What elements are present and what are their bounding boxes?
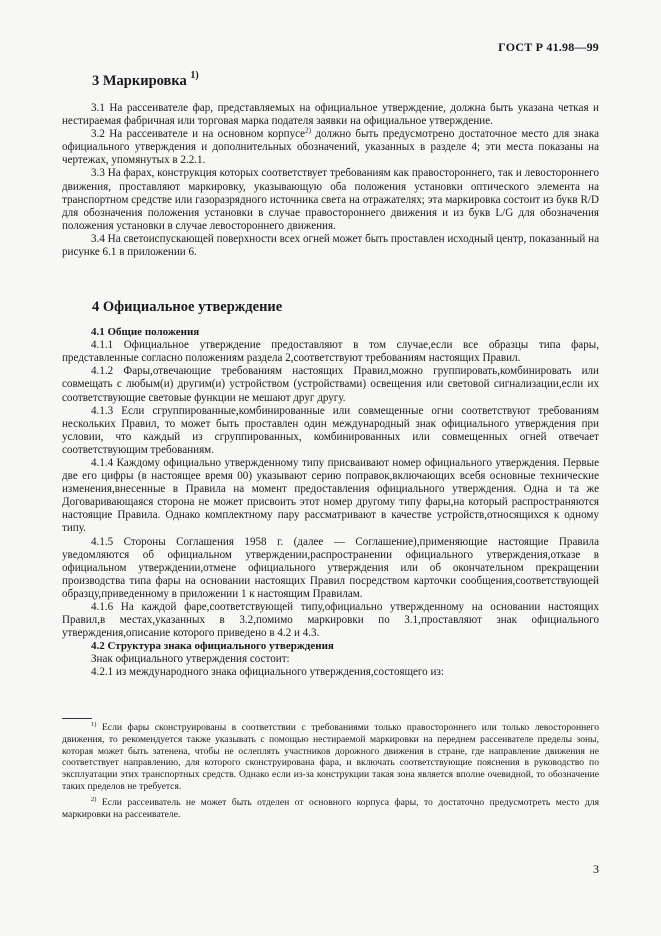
paragraph-4-1-4: 4.1.4 Каждому официально утвержденному типу присваивают номер официального утверждения. Первые две его цифры (в настоящее время 00) указывают серию поправок,включающих всебя основные технические изменения,внесенные в Правила на момент предоставления официального утверждения. Одна и та же Договаривающаяся сторона не может присвоить этот номер другому типу фары,на который распространяются настоящие Правила. Однако комплектному пару рассматривают в качестве устройств,относящихся к одному типу. xyxy=(62,456,599,535)
section-3-footnote-ref: 1) xyxy=(190,70,199,81)
paragraph-3-1: 3.1 На рассеивателе фар, представляемых на официальное утверждение, должна быть указана четкая и нестираемая фабричная или торговая марка подателя заявки на официальное утверждение. xyxy=(62,102,599,128)
subsection-4-1-title: 4.1 Общие положения xyxy=(91,326,200,339)
footnote-ref-2: 2) xyxy=(305,126,311,135)
paragraph-3-4: 3.4 На светоиспускающей поверхности всех огней может быть проставлен исходный центр, показанный на рисунке 6.1 в приложении 6. xyxy=(62,232,599,259)
section-3-title-text: 3 Маркировка xyxy=(92,73,191,89)
paragraph-4-1-6: 4.1.6 На каждой фаре,соответствующей типу,официально утвержденному на основании настоящих Правил,в местах,указанных в 3.2,помимо маркировки по 3.1,проставляют знак официального утверждения,описание которого приведено в 4.2 и 4.3. xyxy=(62,601,599,640)
footnote-separator xyxy=(62,718,92,719)
footnote-2-mark: 2) xyxy=(91,795,97,803)
paragraph-4-1-2: 4.1.2 Фары,отвечающие требованиям настоящих Правил,можно группировать,комбинировать или совмещать с любым(и) другим(и) устройством (устройствами) освещения или световой сигнализации,если их соответствующие световые функции не мешают друг другу. xyxy=(62,365,599,404)
paragraph-3-2 xyxy=(62,128,599,167)
footnote-2-text: Если рассеиватель не может быть отделен от основного корпуса фары, то достаточно предусмотреть место для маркировки на рассеивателе. xyxy=(62,796,599,820)
footnote-2 xyxy=(62,797,599,821)
main-text xyxy=(62,62,599,679)
paragraph-4-1-1: 4.1.1 Официальное утверждение предоставляют в том случае,если все образцы типа фары, представленные согласно положениям раздела 2,соответствуют требованиям настоящих Правил. xyxy=(62,339,599,365)
paragraph-4-2-1: 4.2.1 из международного знака официального утверждения,состоящего из: xyxy=(91,666,444,679)
paragraph-4-2: Знак официального утверждения состоит: xyxy=(91,653,290,666)
paragraph-4-1-5: 4.1.5 Стороны Соглашения 1958 г. (далее — Соглашение),применяющие настоящие Правила уведомляются об официальном утверждении,распространении официального утверждения,отказе в официальном утверждении,отмене официального утверждения или об окончательном прекращении производства типа фары на основании настоящих Правил посредством карточки сообщения,соответствующей образцу,приведенному в приложении 1 к настоящим Правилам. xyxy=(62,535,599,600)
footnote-1-text: Если фары сконструированы в соответствии с требованиями только правостороннего или только левостороннего движения, то рекомендуется также указывать с помощью нестираемой маркировки на переднем рассеивателе пределы зоны, которая может быть затенена, чтобы не ослеплять участников дорожного движения в стране, где направление движения не соответствует направлению, для которого сконструирована фара, и включать соответствующие пояснения в руководство по эксплуатации этих транспортных средств. Однако если из-за конструкции такая зона является вполне очевидной, то обозначение таких пределов не требуется. xyxy=(62,722,599,792)
footnote-1-mark: 1) xyxy=(91,720,97,728)
paragraph-3-3: 3.3 На фарах, конструкция которых соответствует требованиям как правостороннего, так и левостороннего движения, проставляют маркировку, указывающую оба положения установки оптического элемента на транспортном средстве или газоразрядного источника света на отражателях; эта маркировка состоит из букв R/D для обозначения положения установки в случае правостороннего движения и из букв L/G для обозначения положения установки в случае левостороннего движения. xyxy=(62,167,599,232)
footnotes xyxy=(62,722,599,820)
standard-code-header: ГОСТ Р 41.98—99 xyxy=(498,40,599,54)
paragraph-4-1-3: 4.1.3 Если сгруппированные,комбинированные или совмещенные огни соответствуют требованиям нескольких Правил, то может быть проставлен один международный знак официального утверждения при условии, что каждый из сгруппированных, комбинированных или совмещенных огней отвечает соответствующим требованиям. xyxy=(62,404,599,456)
footnote-1 xyxy=(62,722,599,793)
subsection-4-2-title: 4.2 Структура знака официального утверждения xyxy=(91,640,334,653)
paragraph-3-2-part-a: 3.2 На рассеивателе и на основном корпусе xyxy=(91,128,306,141)
page-number: 3 xyxy=(593,862,599,876)
section-4-title: 4 Официальное утверждение xyxy=(92,299,283,316)
section-3-title xyxy=(92,70,599,90)
paragraph-3-2-part-b: должно быть предусмотрено достаточное место для знака официального утверждения и дополнительных обозначений, указанных в разделе 4; эти места показаны на чертежах, упомянутых в 2.2.1. xyxy=(62,128,600,167)
